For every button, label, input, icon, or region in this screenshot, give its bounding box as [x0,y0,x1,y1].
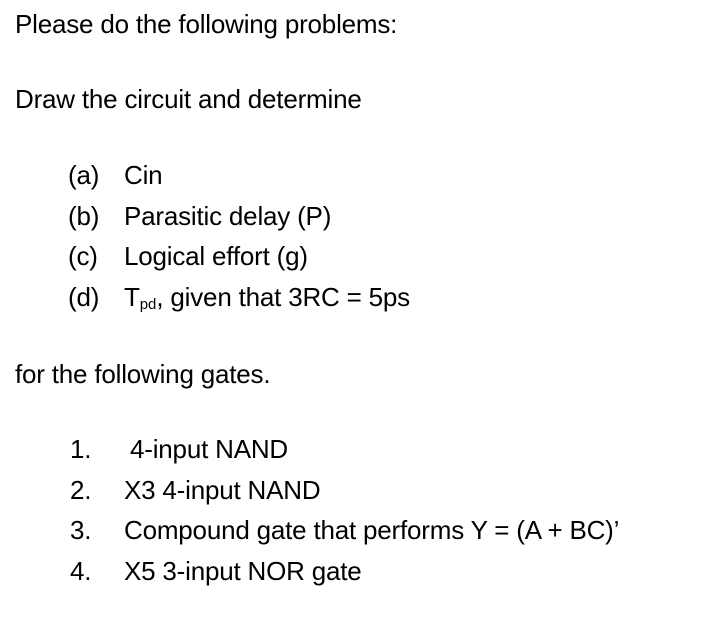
part-marker: (c) [68,241,98,271]
list-item [68,282,410,320]
gate-text: Compound gate that performs Y = (A + BC)’ [124,515,620,545]
part-text: Logical effort (g) [124,241,308,271]
part-marker: (d) [68,282,100,312]
list-item [68,201,331,231]
gate-text: 4-input NAND [130,434,288,464]
list-item [70,434,288,464]
gate-marker: 4. [70,556,92,586]
part-text: Parasitic delay (P) [124,201,332,231]
part-text-subscript: pd [139,296,157,313]
gate-text: X3 4-input NAND [124,475,321,505]
task-text: Draw the circuit and determine [15,84,362,114]
part-marker: (b) [68,201,100,231]
gate-marker: 3. [70,515,92,545]
part-marker: (a) [68,160,100,190]
intro-text: Please do the following problems: [15,9,398,39]
list-item [68,241,308,271]
part-text-rest: , given that 3RC = 5ps [156,282,410,312]
list-item [70,556,362,586]
gate-text: X5 3-input NOR gate [124,556,362,586]
part-text-main: T [124,282,140,312]
for-gates-text: for the following gates. [15,359,271,389]
list-item [68,160,162,190]
list-item [70,515,619,545]
part-text: Cin [124,160,163,190]
gate-marker: 1. [70,434,92,464]
gate-marker: 2. [70,475,92,505]
list-item [70,475,320,505]
